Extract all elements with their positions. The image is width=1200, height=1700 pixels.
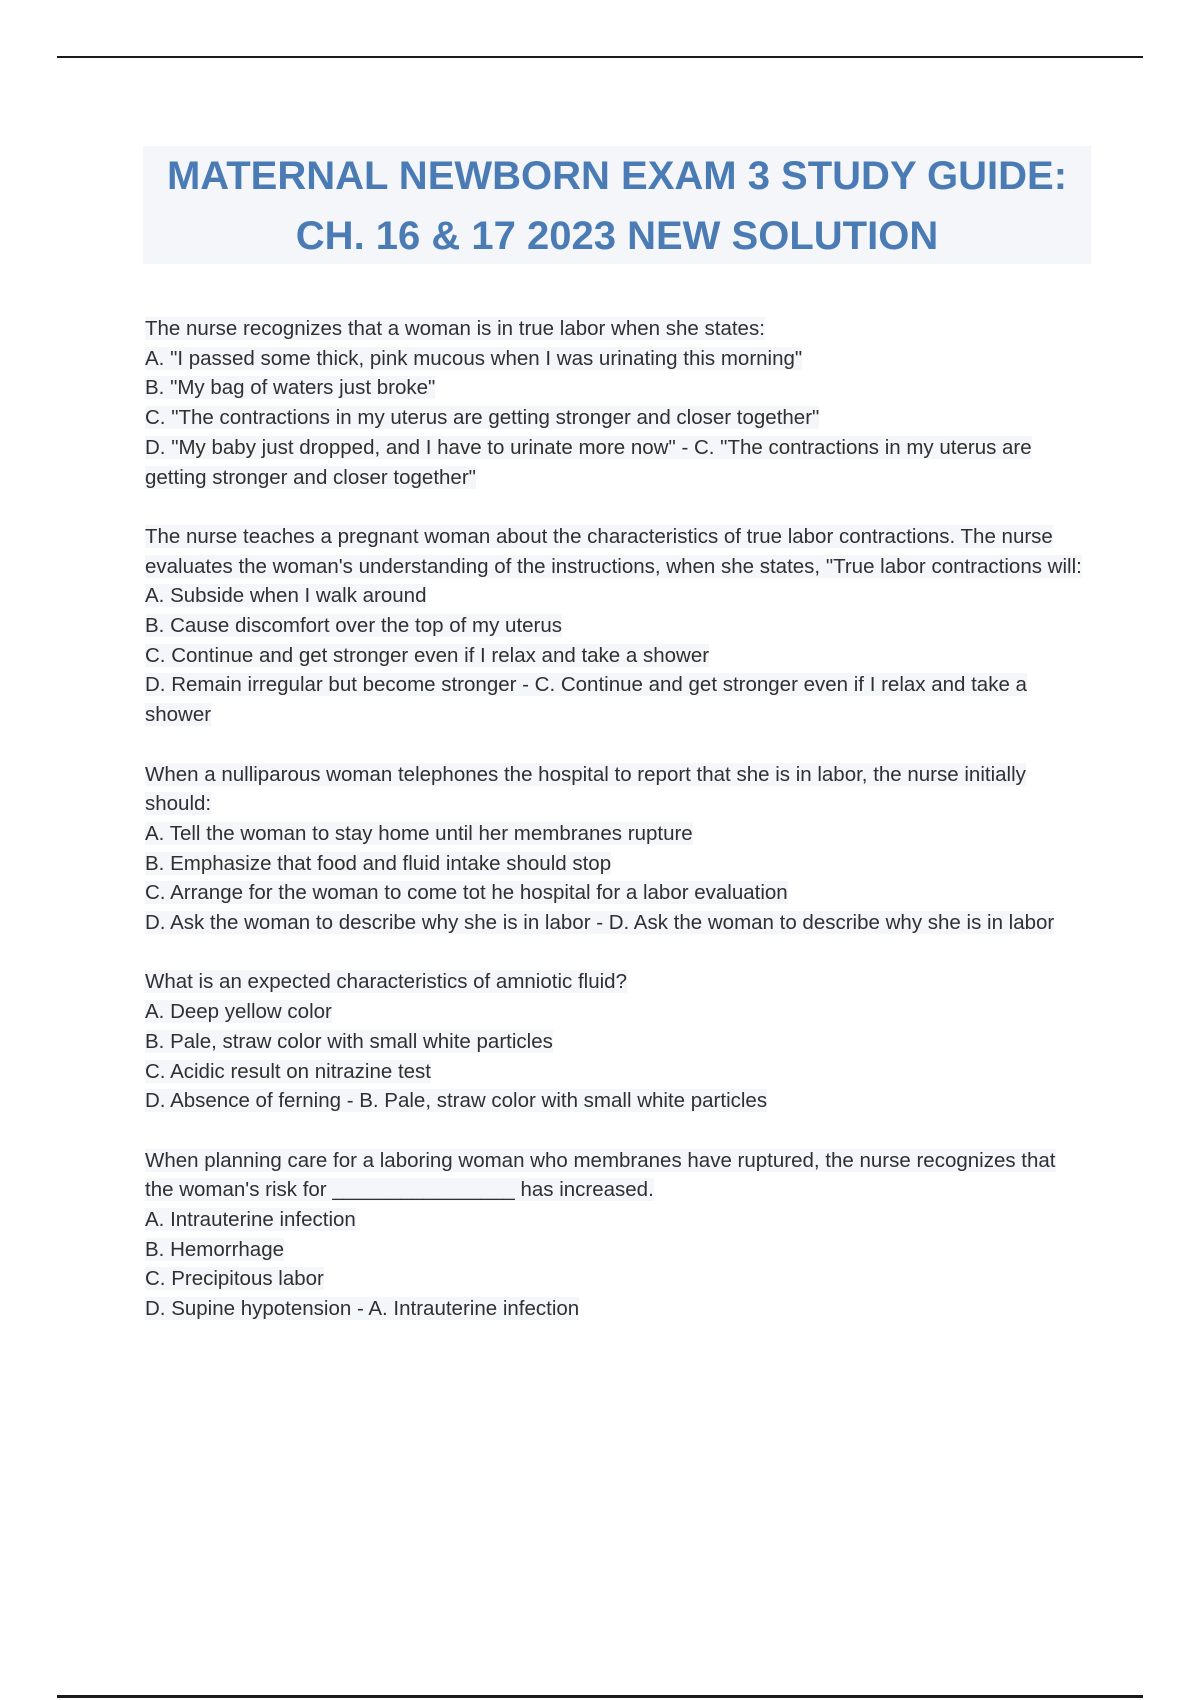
question-stem: When a nulliparous woman telephones the hospital to report that she is in labor, the nurse initially should: <box>145 762 1026 816</box>
option-d-with-answer: D. Ask the woman to describe why she is in labor - D. Ask the woman to describe why she is in labor <box>145 911 1055 935</box>
option-b: B. Hemorrhage <box>145 1237 285 1261</box>
option-c: C. Arrange for the woman to come tot he hospital for a labor evaluation <box>145 881 788 905</box>
question-list <box>145 314 1085 1354</box>
option-b: B. Pale, straw color with small white particles <box>145 1029 553 1053</box>
option-b: B. Cause discomfort over the top of my uterus <box>145 614 563 638</box>
top-rule <box>57 56 1143 58</box>
option-c: C. Acidic result on nitrazine test <box>145 1059 431 1083</box>
option-a: A. Subside when I walk around <box>145 584 427 608</box>
question-1 <box>145 314 1085 492</box>
question-4 <box>145 967 1085 1116</box>
option-a: A. Tell the woman to stay home until her membranes rupture <box>145 821 693 845</box>
option-b: B. "My bag of waters just broke" <box>145 376 436 400</box>
question-5 <box>145 1146 1085 1324</box>
question-3 <box>145 760 1085 938</box>
document-title <box>143 146 1091 264</box>
option-c: C. Continue and get stronger even if I relax and take a shower <box>145 643 710 667</box>
option-c: C. "The contractions in my uterus are getting stronger and closer together" <box>145 406 820 430</box>
option-d-with-answer: D. Absence of ferning - B. Pale, straw color with small white particles <box>145 1089 768 1113</box>
question-stem: The nurse recognizes that a woman is in true labor when she states: <box>145 317 765 340</box>
option-a: A. Intrauterine infection <box>145 1208 356 1232</box>
title-line-1: MATERNAL NEWBORN EXAM 3 STUDY GUIDE: <box>166 154 1068 198</box>
option-a: A. Deep yellow color <box>145 1000 332 1024</box>
option-c: C. Precipitous labor <box>145 1267 324 1291</box>
option-a: A. "I passed some thick, pink mucous when I was urinating this morning" <box>145 346 803 370</box>
question-2 <box>145 522 1085 730</box>
option-d-with-answer: D. "My baby just dropped, and I have to urinate more now" - C. "The contractions in my uterus are getting stronger and closer together" <box>145 435 1032 489</box>
title-line-2: CH. 16 & 17 2023 NEW SOLUTION <box>295 214 939 258</box>
option-b: B. Emphasize that food and fluid intake should stop <box>145 851 612 875</box>
option-d-with-answer: D. Remain irregular but become stronger - C. Continue and get stronger even if I relax and take a shower <box>145 673 1027 727</box>
option-d-with-answer: D. Supine hypotension - A. Intrauterine infection <box>145 1297 580 1321</box>
question-stem: What is an expected characteristics of amniotic fluid? <box>145 970 627 994</box>
bottom-rule <box>57 1695 1143 1698</box>
question-stem: When planning care for a laboring woman who membranes have ruptured, the nurse recognizes that the woman's risk for ________________ has increased. <box>145 1148 1056 1202</box>
question-stem: The nurse teaches a pregnant woman about the characteristics of true labor contractions. The nurse evaluates the woman's understanding of the instructions, when she states, "True labor contractions will: <box>145 524 1082 578</box>
